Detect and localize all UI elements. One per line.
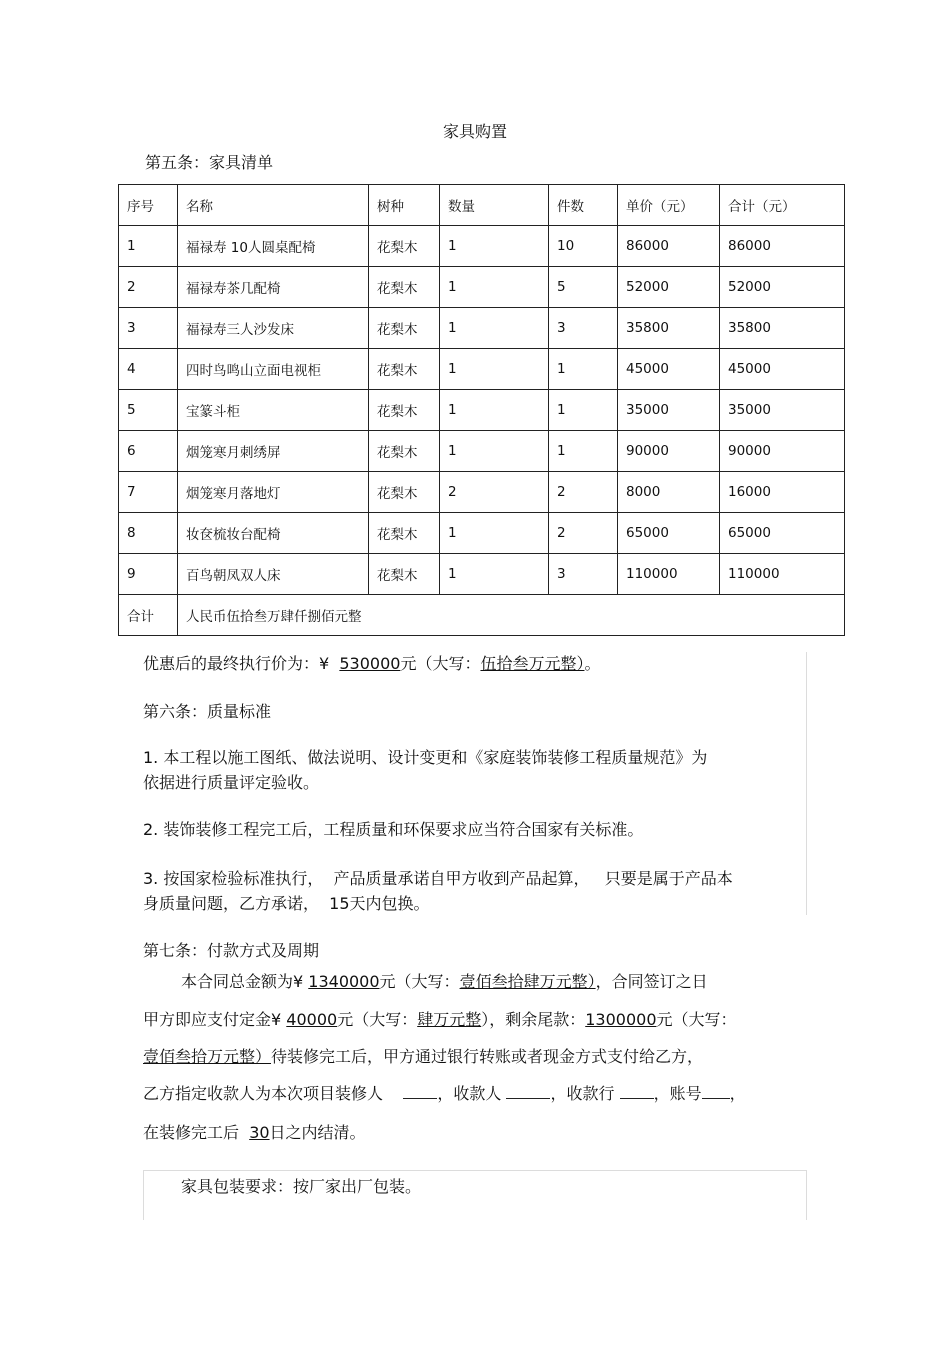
table-row bbox=[119, 390, 845, 431]
packaging-requirement: 家具包装要求：按厂家出厂包装。 bbox=[181, 1177, 422, 1196]
col-header-name: 名称 bbox=[178, 185, 369, 226]
table-header-row bbox=[119, 185, 845, 226]
cell-subtotal: 52000 bbox=[720, 267, 845, 308]
payment-line-2: 甲方即应支付定金¥ 40000元（大写：肆万元整），剩余尾款：1300000元（大写： bbox=[143, 1010, 737, 1029]
deposit-amount: 40000 bbox=[286, 1010, 338, 1029]
final-price-cn: 伍拾叁万元整） bbox=[480, 654, 585, 673]
cell-wood: 花梨木 bbox=[369, 513, 440, 554]
cell-name: 福禄寿 10人圆桌配椅 bbox=[178, 226, 369, 267]
total-label: 合计 bbox=[119, 595, 178, 636]
table-row bbox=[119, 308, 845, 349]
article6-heading: 第六条：质量标准 bbox=[143, 702, 272, 721]
table-row bbox=[119, 267, 845, 308]
cell-qty: 1 bbox=[440, 267, 549, 308]
cell-unit-price: 52000 bbox=[618, 267, 720, 308]
furniture-table bbox=[118, 184, 845, 636]
cell-unit-price: 45000 bbox=[618, 349, 720, 390]
total-amount-cn: 壹佰叁拾肆万元整） bbox=[459, 972, 596, 991]
cell-wood: 花梨木 bbox=[369, 390, 440, 431]
blank-payee bbox=[506, 1083, 550, 1099]
table-row bbox=[119, 554, 845, 595]
table-row bbox=[119, 513, 845, 554]
cell-no: 7 bbox=[119, 472, 178, 513]
cell-name: 妆奁梳妆台配椅 bbox=[178, 513, 369, 554]
cell-qty: 1 bbox=[440, 390, 549, 431]
box-edge-right bbox=[806, 652, 807, 915]
cell-pieces: 2 bbox=[549, 472, 618, 513]
cell-qty: 1 bbox=[440, 431, 549, 472]
cell-no: 1 bbox=[119, 226, 178, 267]
table-row bbox=[119, 472, 845, 513]
col-header-wood: 树种 bbox=[369, 185, 440, 226]
cell-qty: 1 bbox=[440, 554, 549, 595]
col-header-unit-price: 单价（元） bbox=[618, 185, 720, 226]
cell-no: 3 bbox=[119, 308, 178, 349]
blank-bank bbox=[620, 1083, 654, 1099]
cell-subtotal: 110000 bbox=[720, 554, 845, 595]
cell-no: 8 bbox=[119, 513, 178, 554]
cell-pieces: 3 bbox=[549, 308, 618, 349]
table-row bbox=[119, 226, 845, 267]
cell-subtotal: 35000 bbox=[720, 390, 845, 431]
cell-no: 6 bbox=[119, 431, 178, 472]
cell-no: 5 bbox=[119, 390, 178, 431]
deposit-cn: 肆万元整 bbox=[417, 1010, 482, 1029]
article6-item2: 2. 装饰装修工程完工后，工程质量和环保要求应当符合国家有关标准。 bbox=[143, 820, 644, 839]
blank-installer bbox=[403, 1083, 437, 1099]
col-header-subtotal: 合计（元） bbox=[720, 185, 845, 226]
cell-unit-price: 110000 bbox=[618, 554, 720, 595]
article6-item1-line1: 1. 本工程以施工图纸、做法说明、设计变更和《家庭装饰装修工程质量规范》为 bbox=[143, 748, 708, 767]
cell-no: 9 bbox=[119, 554, 178, 595]
cell-unit-price: 8000 bbox=[618, 472, 720, 513]
cell-qty: 1 bbox=[440, 308, 549, 349]
article6-item3-line2: 身质量问题，乙方承诺， 15天内包换。 bbox=[143, 894, 430, 913]
cell-subtotal: 16000 bbox=[720, 472, 845, 513]
cell-pieces: 3 bbox=[549, 554, 618, 595]
final-price-line: 优惠后的最终执行价为：¥ 530000元（大写：伍拾叁万元整）。 bbox=[143, 654, 601, 673]
payment-line-3: 壹佰叁拾万元整）待装修完工后，甲方通过银行转账或者现金方式支付给乙方， bbox=[143, 1047, 704, 1066]
cell-unit-price: 35000 bbox=[618, 390, 720, 431]
table-row bbox=[119, 431, 845, 472]
pack-box-top bbox=[143, 1170, 807, 1171]
blank-account bbox=[702, 1083, 730, 1099]
cell-no: 4 bbox=[119, 349, 178, 390]
cell-wood: 花梨木 bbox=[369, 267, 440, 308]
cell-name: 百鸟朝凤双人床 bbox=[178, 554, 369, 595]
payment-line-5: 在装修完工后 30日之内结清。 bbox=[143, 1123, 366, 1142]
balance-cn: 壹佰叁拾万元整） bbox=[143, 1047, 272, 1066]
table-total-row bbox=[119, 595, 845, 636]
article6-item3-line1: 3. 按国家检验标准执行， 产品质量承诺自甲方收到产品起算， 只要是属于产品本 bbox=[143, 869, 733, 888]
cell-name: 宝篆斗柜 bbox=[178, 390, 369, 431]
payment-line-4: 乙方指定收款人为本次项目装修人 ，收款人 ，收款行 ，账号 ， bbox=[143, 1084, 746, 1103]
total-text: 人民币伍拾叁万肆仟捌佰元整 bbox=[178, 595, 845, 636]
cell-qty: 2 bbox=[440, 472, 549, 513]
pack-box-left bbox=[143, 1170, 144, 1220]
table-row bbox=[119, 349, 845, 390]
final-price-amount: 530000 bbox=[339, 654, 401, 673]
cell-name: 福禄寿三人沙发床 bbox=[178, 308, 369, 349]
page-title: 家具购置 bbox=[442, 122, 507, 141]
cell-name: 烟笼寒月落地灯 bbox=[178, 472, 369, 513]
total-amount: 1340000 bbox=[308, 972, 380, 991]
cell-unit-price: 86000 bbox=[618, 226, 720, 267]
cell-subtotal: 35800 bbox=[720, 308, 845, 349]
cell-wood: 花梨木 bbox=[369, 226, 440, 267]
cell-no: 2 bbox=[119, 267, 178, 308]
balance-amount: 1300000 bbox=[585, 1010, 657, 1029]
cell-name: 烟笼寒月刺绣屏 bbox=[178, 431, 369, 472]
cell-pieces: 1 bbox=[549, 390, 618, 431]
payment-line-1: 本合同总金额为¥ 1340000元（大写：壹佰叁拾肆万元整），合同签订之日 bbox=[181, 972, 708, 991]
cell-pieces: 1 bbox=[549, 349, 618, 390]
cell-subtotal: 86000 bbox=[720, 226, 845, 267]
col-header-pieces: 件数 bbox=[549, 185, 618, 226]
cell-subtotal: 45000 bbox=[720, 349, 845, 390]
cell-qty: 1 bbox=[440, 349, 549, 390]
cell-name: 四时鸟鸣山立面电视柜 bbox=[178, 349, 369, 390]
pack-box-right bbox=[806, 1170, 807, 1220]
cell-name: 福禄寿茶几配椅 bbox=[178, 267, 369, 308]
article7-heading: 第七条：付款方式及周期 bbox=[143, 941, 320, 960]
cell-subtotal: 65000 bbox=[720, 513, 845, 554]
article5-heading: 第五条：家具清单 bbox=[145, 153, 274, 172]
cell-wood: 花梨木 bbox=[369, 554, 440, 595]
col-header-no: 序号 bbox=[119, 185, 178, 226]
article6-item1-line2: 依据进行质量评定验收。 bbox=[143, 773, 320, 792]
cell-qty: 1 bbox=[440, 226, 549, 267]
cell-pieces: 5 bbox=[549, 267, 618, 308]
cell-qty: 1 bbox=[440, 513, 549, 554]
cell-pieces: 1 bbox=[549, 431, 618, 472]
cell-wood: 花梨木 bbox=[369, 431, 440, 472]
cell-pieces: 2 bbox=[549, 513, 618, 554]
cell-unit-price: 90000 bbox=[618, 431, 720, 472]
cell-unit-price: 35800 bbox=[618, 308, 720, 349]
cell-wood: 花梨木 bbox=[369, 472, 440, 513]
col-header-qty: 数量 bbox=[440, 185, 549, 226]
cell-unit-price: 65000 bbox=[618, 513, 720, 554]
cell-pieces: 10 bbox=[549, 226, 618, 267]
cell-wood: 花梨木 bbox=[369, 308, 440, 349]
cell-subtotal: 90000 bbox=[720, 431, 845, 472]
cell-wood: 花梨木 bbox=[369, 349, 440, 390]
settlement-days: 30 bbox=[249, 1123, 270, 1142]
